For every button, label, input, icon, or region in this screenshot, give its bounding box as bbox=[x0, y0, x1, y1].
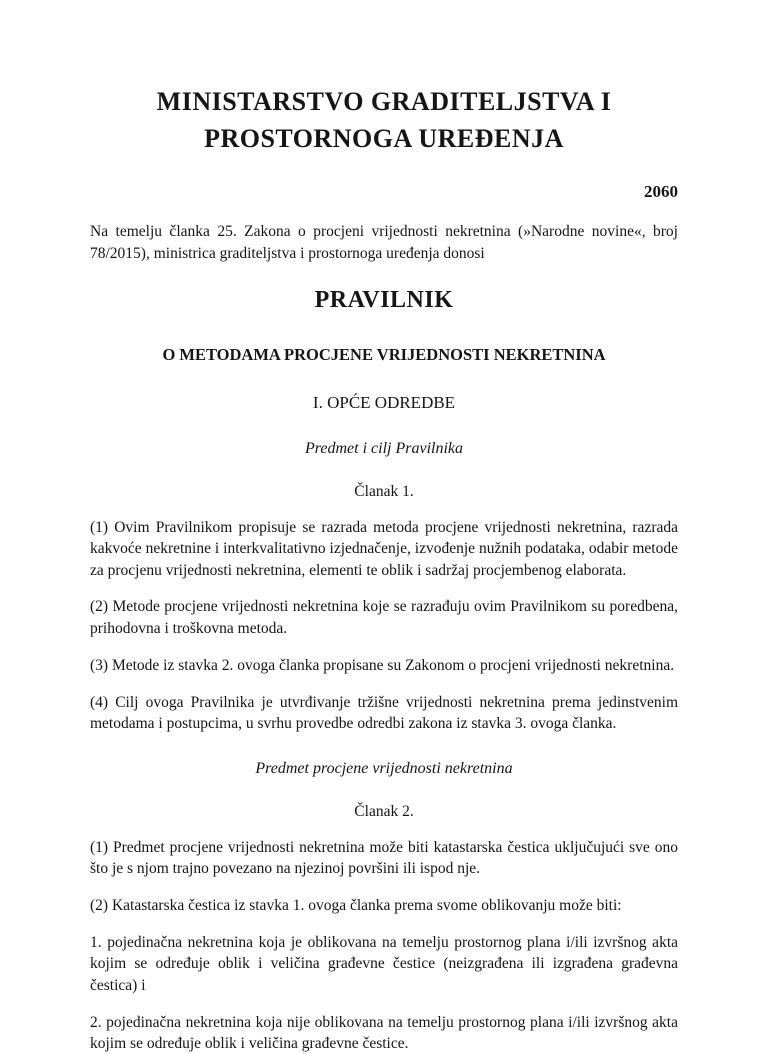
paragraph: (4) Cilj ovoga Pravilnika je utvrđivanje tržišne vrijednosti nekretnina prema jedinstvenim metodama i postupcima, u svrhu provedbe odredbi zakona iz stavka 3. ovoga članka. bbox=[90, 692, 678, 735]
paragraph: (1) Predmet procjene vrijednosti nekretnina može biti katastarska čestica uključujući sve ono što je s njom trajno povezano na njezinoj površini ili ispod nje. bbox=[90, 837, 678, 880]
paragraph: (1) Ovim Pravilnikom propisuje se razrada metoda procjene vrijednosti nekretnina, razrada kakvoće nekretnine i interkvalitativno izjednačenje, izvođenje nužnih podataka, odabir metode za procjenu vrijednosti nekretnina, elementi te oblik i sadržaj procjembenog elaborata. bbox=[90, 517, 678, 581]
article-label: Članak 2. bbox=[90, 801, 678, 822]
article-1-section bbox=[90, 438, 678, 734]
section-heading: Predmet i cilj Pravilnika bbox=[90, 438, 678, 460]
chapter-heading: I. OPĆE ODREDBE bbox=[90, 391, 678, 414]
act-subtitle: O METODAMA PROCJENE VRIJEDNOSTI NEKRETNINA bbox=[90, 344, 678, 367]
paragraph: 1. pojedinačna nekretnina koja je oblikovana na temelju prostornog plana i/ili izvršnog akta kojim se određuje oblik i veličina građevne čestice (neizgrađena ili izgrađena građevna čestica) i bbox=[90, 932, 678, 996]
article-2-section bbox=[90, 758, 678, 1054]
ministry-title: MINISTARSTVO GRADITELJSTVA I PROSTORNOGA UREĐENJA bbox=[90, 84, 678, 158]
paragraph: (3) Metode iz stavka 2. ovoga članka propisane su Zakonom o procjeni vrijednosti nekretnina. bbox=[90, 655, 678, 676]
article-label: Članak 1. bbox=[90, 481, 678, 502]
act-title: PRAVILNIK bbox=[90, 284, 678, 317]
paragraph: 2. pojedinačna nekretnina koja nije oblikovana na temelju prostornog plana i/ili izvršnog akta kojim se određuje oblik i veličina građevne čestice. bbox=[90, 1012, 678, 1054]
paragraph: (2) Metode procjene vrijednosti nekretnina koje se razrađuju ovim Pravilnikom su poredbena, prihodovna i troškovna metoda. bbox=[90, 596, 678, 639]
paragraph: (2) Katastarska čestica iz stavka 1. ovoga članka prema svome oblikovanju može biti: bbox=[90, 895, 678, 916]
doc-number: 2060 bbox=[90, 180, 678, 203]
preamble-paragraph: Na temelju članka 25. Zakona o procjeni vrijednosti nekretnina (»Narodne novine«, broj 78/2015), ministrica graditeljstva i prostornoga uređenja donosi bbox=[90, 221, 678, 264]
section-heading: Predmet procjene vrijednosti nekretnina bbox=[90, 758, 678, 780]
